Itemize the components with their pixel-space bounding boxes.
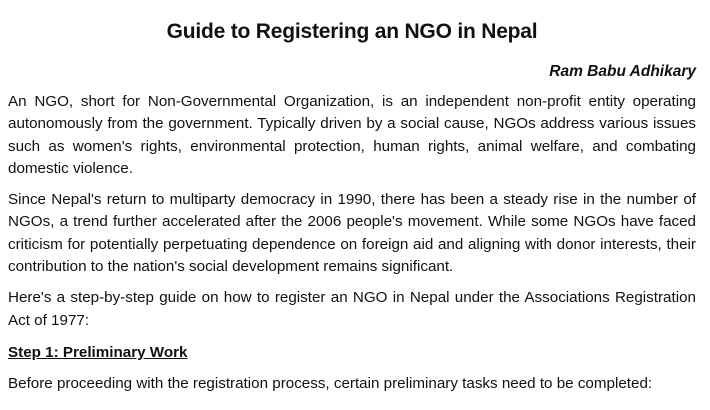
document-title: Guide to Registering an NGO in Nepal	[166, 20, 538, 43]
step-1-intro: Before proceeding with the registration process, certain preliminary tasks need to be completed:	[8, 374, 653, 392]
step-1-heading: Step 1: Preliminary Work	[8, 343, 188, 361]
author-name: Ram Babu Adhikary	[549, 63, 696, 80]
paragraph-intro: An NGO, short for Non-Governmental Organization, is an independent non-profit entity operating autonomously from the government. Typically driven by a social cause, NGOs address various issues such as women's rights, environmental protection, human rights, animal welfare, and combating domestic violence.	[8, 93, 696, 177]
document-page	[8, 0, 696, 395]
paragraph-history: Since Nepal's return to multiparty democracy in 1990, there has been a steady rise in the number of NGOs, a trend further accelerated after the 2006 people's movement. While some NGOs have faced criticism for potentially perpetuating dependence on foreign aid and aligning with donor interests, their contribution to the nation's social development remains significant.	[8, 191, 696, 276]
paragraph-guide-intro: Here's a step-by-step guide on how to register an NGO in Nepal under the Associations Registration Act of 1977:	[8, 289, 696, 329]
